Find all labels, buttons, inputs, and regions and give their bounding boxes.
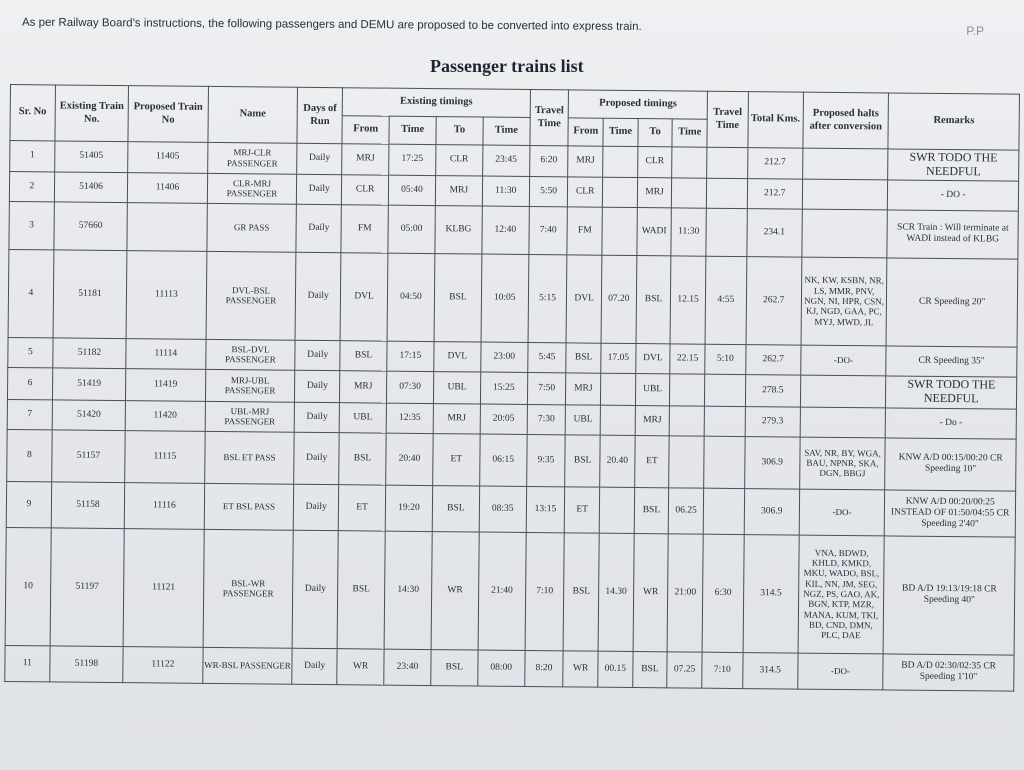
sr-cell: 8 bbox=[7, 429, 52, 481]
existing-no-cell: 57660 bbox=[54, 202, 128, 251]
header-sr: Sr. No bbox=[10, 85, 55, 141]
pr-arr-cell bbox=[670, 405, 705, 435]
name-cell: MRJ-UBL PASSENGER bbox=[205, 369, 295, 402]
days-cell: Daily bbox=[296, 204, 341, 252]
days-cell: Daily bbox=[295, 370, 340, 402]
pr-time-cell bbox=[603, 146, 638, 177]
ex-from-cell: UBL bbox=[339, 402, 386, 432]
header-proposed-timings: Proposed timings bbox=[569, 90, 708, 119]
proposed-no-cell: 11405 bbox=[128, 142, 208, 173]
pr-from-cell: BSL bbox=[565, 434, 600, 486]
table-row bbox=[8, 249, 1018, 347]
kms-cell: 212.7 bbox=[747, 148, 802, 179]
remarks-cell: KNW A/D 00:15/00:20 CR Speeding 10" bbox=[885, 438, 1016, 491]
trains-table-wrap bbox=[4, 84, 1020, 691]
pr-time-cell bbox=[600, 405, 635, 435]
kms-cell: 314.5 bbox=[743, 652, 798, 689]
sr-cell: 4 bbox=[8, 249, 54, 337]
remarks-cell: BD A/D 02:30/02:35 CR Speeding 1'10" bbox=[883, 654, 1014, 691]
kms-cell: 234.1 bbox=[747, 208, 802, 257]
header-total-kms: Total Kms. bbox=[748, 92, 804, 149]
header-halts: Proposed halts after conversion bbox=[803, 92, 889, 149]
sr-cell: 9 bbox=[6, 481, 51, 527]
travel-time-cell: 8:20 bbox=[524, 650, 563, 686]
sr-cell: 2 bbox=[9, 171, 54, 201]
pr-from-cell: WR bbox=[563, 650, 598, 686]
sr-cell: 11 bbox=[5, 645, 50, 681]
kms-cell: 262.7 bbox=[746, 344, 801, 375]
pr-time-cell bbox=[601, 373, 636, 405]
ex-from-cell: MRJ bbox=[340, 370, 387, 402]
pr-time-cell: 14.30 bbox=[598, 533, 634, 651]
pr-time-cell: 00.15 bbox=[598, 651, 633, 687]
pr-to-cell: BSL bbox=[634, 487, 669, 533]
ex-to-cell: MRJ bbox=[433, 403, 480, 433]
header-pr-from: From bbox=[568, 118, 603, 146]
existing-no-cell: 51420 bbox=[52, 400, 126, 431]
travel-time2-cell bbox=[706, 178, 747, 208]
travel-time2-cell: 5:10 bbox=[705, 344, 746, 374]
ex-arr-cell: 23:00 bbox=[481, 342, 528, 372]
ex-arr-cell: 10:05 bbox=[481, 254, 529, 342]
pr-time-cell bbox=[602, 177, 637, 207]
name-cell: BSL-WR PASSENGER bbox=[203, 529, 294, 648]
kms-cell: 279.3 bbox=[745, 406, 800, 437]
proposed-no-cell: 11121 bbox=[123, 528, 204, 647]
ex-time-cell: 20:40 bbox=[386, 433, 433, 485]
ex-arr-cell: 08:00 bbox=[478, 650, 525, 686]
header-ex-time: Time bbox=[389, 116, 436, 144]
travel-time2-cell bbox=[704, 436, 745, 488]
ex-to-cell: WR bbox=[431, 531, 479, 649]
sr-cell: 7 bbox=[7, 399, 52, 429]
pr-to-cell: MRJ bbox=[637, 177, 672, 207]
page-ref: P.P bbox=[966, 24, 984, 38]
proposed-no-cell: 11122 bbox=[123, 646, 203, 683]
halts-cell bbox=[800, 407, 886, 438]
name-cell: WR-BSL PASSENGER bbox=[202, 647, 292, 684]
pr-from-cell: BSL bbox=[566, 342, 601, 372]
remarks-cell: KNW A/D 00:20/00:25 INSTEAD OF 01:50/04:55 CR Speeding 2'40" bbox=[885, 490, 1016, 537]
pr-to-cell: WADI bbox=[637, 207, 672, 255]
existing-no-cell: 51182 bbox=[53, 338, 127, 369]
pr-to-cell: WR bbox=[633, 533, 669, 651]
ex-to-cell: BSL bbox=[431, 649, 478, 685]
existing-no-cell: 51198 bbox=[50, 646, 124, 683]
remarks-cell: SWR TODO THE NEEDFUL bbox=[886, 376, 1017, 409]
pr-to-cell: UBL bbox=[635, 373, 670, 405]
pr-to-cell: CLR bbox=[637, 147, 672, 178]
ex-to-cell: KLBG bbox=[435, 205, 482, 253]
pr-to-cell: MRJ bbox=[635, 405, 670, 435]
ex-time-cell: 05:00 bbox=[388, 205, 435, 253]
ex-from-cell: FM bbox=[341, 204, 388, 252]
pr-from-cell: ET bbox=[565, 486, 600, 532]
remarks-cell: CR Speeding 35" bbox=[886, 346, 1017, 377]
remarks-cell: CR Speeding 20" bbox=[886, 258, 1017, 347]
ex-time-cell: 07:30 bbox=[387, 371, 434, 403]
ex-to-cell: MRJ bbox=[435, 175, 482, 205]
travel-time-cell: 7:30 bbox=[527, 404, 566, 434]
header-travel-time-2: Travel Time bbox=[707, 91, 748, 147]
existing-no-cell: 51197 bbox=[50, 528, 125, 647]
table-row bbox=[5, 527, 1015, 655]
halts-cell: NK, KW, KSBN, NR, LS, MMR, PNV, NGN, NI, HPR, CSN, KJ, NGD, GAA, PC, MYJ, MWD, JL bbox=[801, 257, 887, 346]
pr-from-cell: DVL bbox=[566, 254, 601, 342]
ex-time-cell: 12:35 bbox=[386, 403, 433, 433]
header-pr-time-arr: Time bbox=[672, 119, 707, 147]
pr-to-cell: DVL bbox=[635, 343, 670, 373]
pr-arr-cell bbox=[670, 373, 705, 405]
ex-time-cell: 23:40 bbox=[384, 649, 431, 685]
days-cell: Daily bbox=[295, 402, 340, 432]
header-proposed-train-no: Proposed Train No bbox=[128, 86, 208, 143]
travel-time2-cell bbox=[706, 208, 747, 256]
travel-time-cell: 6:20 bbox=[529, 145, 568, 176]
proposed-no-cell: 11113 bbox=[126, 250, 206, 339]
travel-time-cell: 5:15 bbox=[528, 254, 568, 342]
pr-from-cell: UBL bbox=[566, 404, 601, 434]
pr-time-cell: 20.40 bbox=[600, 435, 635, 487]
ex-arr-cell: 20:05 bbox=[480, 404, 527, 434]
kms-cell: 278.5 bbox=[745, 374, 800, 407]
halts-cell bbox=[802, 209, 888, 258]
ex-time-cell: 04:50 bbox=[387, 253, 435, 341]
halts-cell: -DO- bbox=[801, 345, 887, 376]
header-days: Days of Run bbox=[297, 87, 342, 143]
header-existing-timings: Existing timings bbox=[342, 88, 530, 118]
pr-to-cell: BSL bbox=[632, 651, 667, 687]
existing-no-cell: 51419 bbox=[52, 368, 126, 401]
sr-cell: 3 bbox=[9, 201, 54, 249]
name-cell: BSL-DVL PASSENGER bbox=[205, 339, 295, 370]
pr-arr-cell: 06.25 bbox=[669, 487, 704, 533]
halts-cell: -DO- bbox=[798, 653, 884, 690]
travel-time2-cell bbox=[707, 147, 748, 178]
halts-cell: SAV, NR, BY, WGA, BAU, NPNR, SKA, DGN, BBGJ bbox=[799, 437, 885, 490]
pr-arr-cell: 12.15 bbox=[670, 255, 705, 343]
ex-arr-cell: 15:25 bbox=[480, 372, 527, 404]
pr-from-cell: BSL bbox=[564, 532, 600, 650]
ex-time-cell: 17:15 bbox=[387, 341, 434, 371]
ex-time-cell: 17:25 bbox=[389, 144, 436, 175]
travel-time2-cell: 6:30 bbox=[702, 534, 744, 652]
name-cell: MRJ-CLR PASSENGER bbox=[207, 142, 297, 173]
days-cell: Daily bbox=[294, 484, 339, 530]
passenger-trains-table bbox=[4, 84, 1020, 691]
ex-to-cell: BSL bbox=[432, 485, 479, 531]
kms-cell: 306.9 bbox=[744, 436, 800, 489]
days-cell: Daily bbox=[297, 174, 342, 204]
sr-cell: 1 bbox=[10, 141, 55, 172]
ex-time-cell: 19:20 bbox=[385, 485, 432, 531]
proposed-no-cell: 11114 bbox=[126, 338, 206, 369]
ex-arr-cell: 23:45 bbox=[482, 145, 529, 176]
days-cell: Daily bbox=[297, 143, 342, 174]
table-row bbox=[7, 429, 1016, 491]
existing-no-cell: 51158 bbox=[51, 482, 125, 529]
pr-from-cell: CLR bbox=[568, 176, 603, 206]
days-cell: Daily bbox=[294, 432, 339, 484]
name-cell: GR PASS bbox=[207, 203, 297, 252]
ex-to-cell: BSL bbox=[434, 253, 482, 341]
header-ex-to: To bbox=[436, 117, 483, 145]
sr-cell: 5 bbox=[8, 337, 53, 367]
proposed-no-cell: 11115 bbox=[125, 430, 205, 483]
existing-no-cell: 51406 bbox=[54, 172, 128, 203]
travel-time2-cell bbox=[703, 488, 744, 534]
header-ex-from: From bbox=[342, 116, 389, 144]
ex-from-cell: BSL bbox=[337, 530, 385, 648]
travel-time-cell: 13:15 bbox=[526, 486, 565, 532]
proposed-no-cell: 11419 bbox=[126, 368, 206, 401]
name-cell: DVL-BSL PASSENGER bbox=[206, 251, 297, 340]
pr-arr-cell: 22.15 bbox=[670, 343, 705, 373]
kms-cell: 314.5 bbox=[743, 534, 799, 653]
remarks-cell: BD A/D 19:13/19:18 CR Speeding 40" bbox=[883, 536, 1015, 655]
ex-to-cell: CLR bbox=[436, 145, 483, 176]
travel-time-cell: 5:45 bbox=[527, 342, 566, 372]
travel-time2-cell: 4:55 bbox=[705, 256, 747, 344]
header-travel-time: Travel Time bbox=[530, 89, 569, 145]
pr-time-cell bbox=[599, 487, 634, 533]
header-ex-time-arr: Time bbox=[483, 117, 530, 145]
remarks-cell: SWR TODO THE NEEDFUL bbox=[888, 149, 1019, 181]
ex-time-cell: 14:30 bbox=[384, 531, 432, 649]
ex-from-cell: CLR bbox=[342, 174, 389, 204]
header-pr-to: To bbox=[638, 119, 673, 147]
travel-time-cell: 5:50 bbox=[529, 176, 568, 206]
pr-arr-cell bbox=[672, 147, 707, 178]
name-cell: BSL ET PASS bbox=[204, 431, 294, 484]
halts-cell bbox=[802, 179, 888, 210]
days-cell: Daily bbox=[295, 340, 340, 370]
kms-cell: 262.7 bbox=[746, 256, 802, 345]
intro-text: As per Railway Board's instructions, the following passengers and DEMU are proposed to be converted into express train. bbox=[21, 16, 642, 33]
halts-cell: VNA, BDWD, KHLD, KMKD, MKU, WADO, BSL, KIL, NN, JM, SEG, NGZ, PS, GAO, AK, BGN, KTP, MZR, MANA, KUM, TKI, BD, CND, DMN, PLC, DAE bbox=[798, 535, 885, 654]
header-remarks: Remarks bbox=[888, 93, 1019, 150]
pr-arr-cell bbox=[672, 177, 707, 207]
ex-from-cell: WR bbox=[337, 648, 384, 684]
days-cell: Daily bbox=[292, 648, 337, 684]
pr-arr-cell: 11:30 bbox=[671, 207, 706, 255]
travel-time-cell: 9:35 bbox=[526, 434, 565, 486]
halts-cell bbox=[802, 148, 888, 179]
days-cell: Daily bbox=[295, 252, 341, 340]
pr-from-cell: MRJ bbox=[568, 146, 603, 177]
proposed-no-cell: 11116 bbox=[124, 482, 204, 529]
pr-time-cell: 07.20 bbox=[601, 255, 636, 343]
pr-time-cell bbox=[602, 207, 637, 255]
ex-from-cell: DVL bbox=[340, 252, 388, 340]
ex-arr-cell: 21:40 bbox=[478, 532, 526, 650]
sr-cell: 10 bbox=[5, 527, 51, 645]
halts-cell bbox=[800, 375, 886, 408]
days-cell: Daily bbox=[292, 530, 338, 648]
kms-cell: 306.9 bbox=[744, 488, 799, 535]
existing-no-cell: 51181 bbox=[53, 250, 127, 339]
ex-to-cell: UBL bbox=[433, 371, 480, 403]
ex-arr-cell: 12:40 bbox=[482, 206, 529, 254]
header-name: Name bbox=[208, 86, 298, 143]
travel-time-cell: 7:50 bbox=[527, 372, 566, 404]
pr-to-cell: BSL bbox=[636, 255, 671, 343]
name-cell: ET BSL PASS bbox=[204, 483, 294, 530]
pr-time-cell: 17.05 bbox=[601, 343, 636, 373]
name-cell: CLR-MRJ PASSENGER bbox=[207, 173, 297, 204]
ex-arr-cell: 11:30 bbox=[482, 176, 529, 206]
pr-from-cell: MRJ bbox=[566, 372, 601, 404]
travel-time-cell: 7:40 bbox=[529, 206, 568, 254]
remarks-cell: - DO - bbox=[888, 180, 1019, 211]
remarks-cell: - Do - bbox=[886, 408, 1017, 439]
ex-to-cell: DVL bbox=[434, 341, 481, 371]
ex-to-cell: ET bbox=[433, 433, 480, 485]
page-title: Passenger trains list bbox=[430, 56, 584, 76]
sr-cell: 6 bbox=[7, 367, 52, 399]
halts-cell: -DO- bbox=[799, 489, 885, 536]
ex-arr-cell: 06:15 bbox=[479, 434, 526, 486]
pr-from-cell: FM bbox=[567, 206, 602, 254]
ex-arr-cell: 08:35 bbox=[479, 486, 526, 532]
name-cell: UBL-MRJ PASSENGER bbox=[205, 401, 295, 432]
header-pr-time: Time bbox=[603, 118, 638, 146]
pr-to-cell: ET bbox=[634, 435, 669, 487]
existing-no-cell: 51157 bbox=[52, 430, 126, 483]
ex-time-cell: 05:40 bbox=[388, 175, 435, 205]
pr-arr-cell bbox=[669, 435, 704, 487]
remarks-cell: SCR Train : Will terminate at WADI instead of KLBG bbox=[887, 210, 1018, 259]
ex-from-cell: BSL bbox=[340, 340, 387, 370]
header-existing-train-no: Existing Train No. bbox=[55, 85, 129, 142]
ex-from-cell: ET bbox=[338, 484, 385, 530]
ex-from-cell: MRJ bbox=[342, 144, 389, 175]
existing-no-cell: 51405 bbox=[54, 141, 128, 172]
travel-time2-cell: 7:10 bbox=[702, 652, 743, 688]
pr-arr-cell: 21:00 bbox=[667, 533, 703, 651]
kms-cell: 212.7 bbox=[747, 178, 802, 209]
travel-time2-cell bbox=[704, 406, 745, 436]
ex-from-cell: BSL bbox=[339, 432, 386, 484]
pr-arr-cell: 07.25 bbox=[667, 651, 702, 687]
proposed-no-cell bbox=[127, 202, 207, 251]
travel-time-cell: 7:10 bbox=[525, 532, 565, 650]
proposed-no-cell: 11406 bbox=[128, 172, 208, 203]
travel-time2-cell bbox=[704, 374, 745, 406]
proposed-no-cell: 11420 bbox=[125, 400, 205, 431]
